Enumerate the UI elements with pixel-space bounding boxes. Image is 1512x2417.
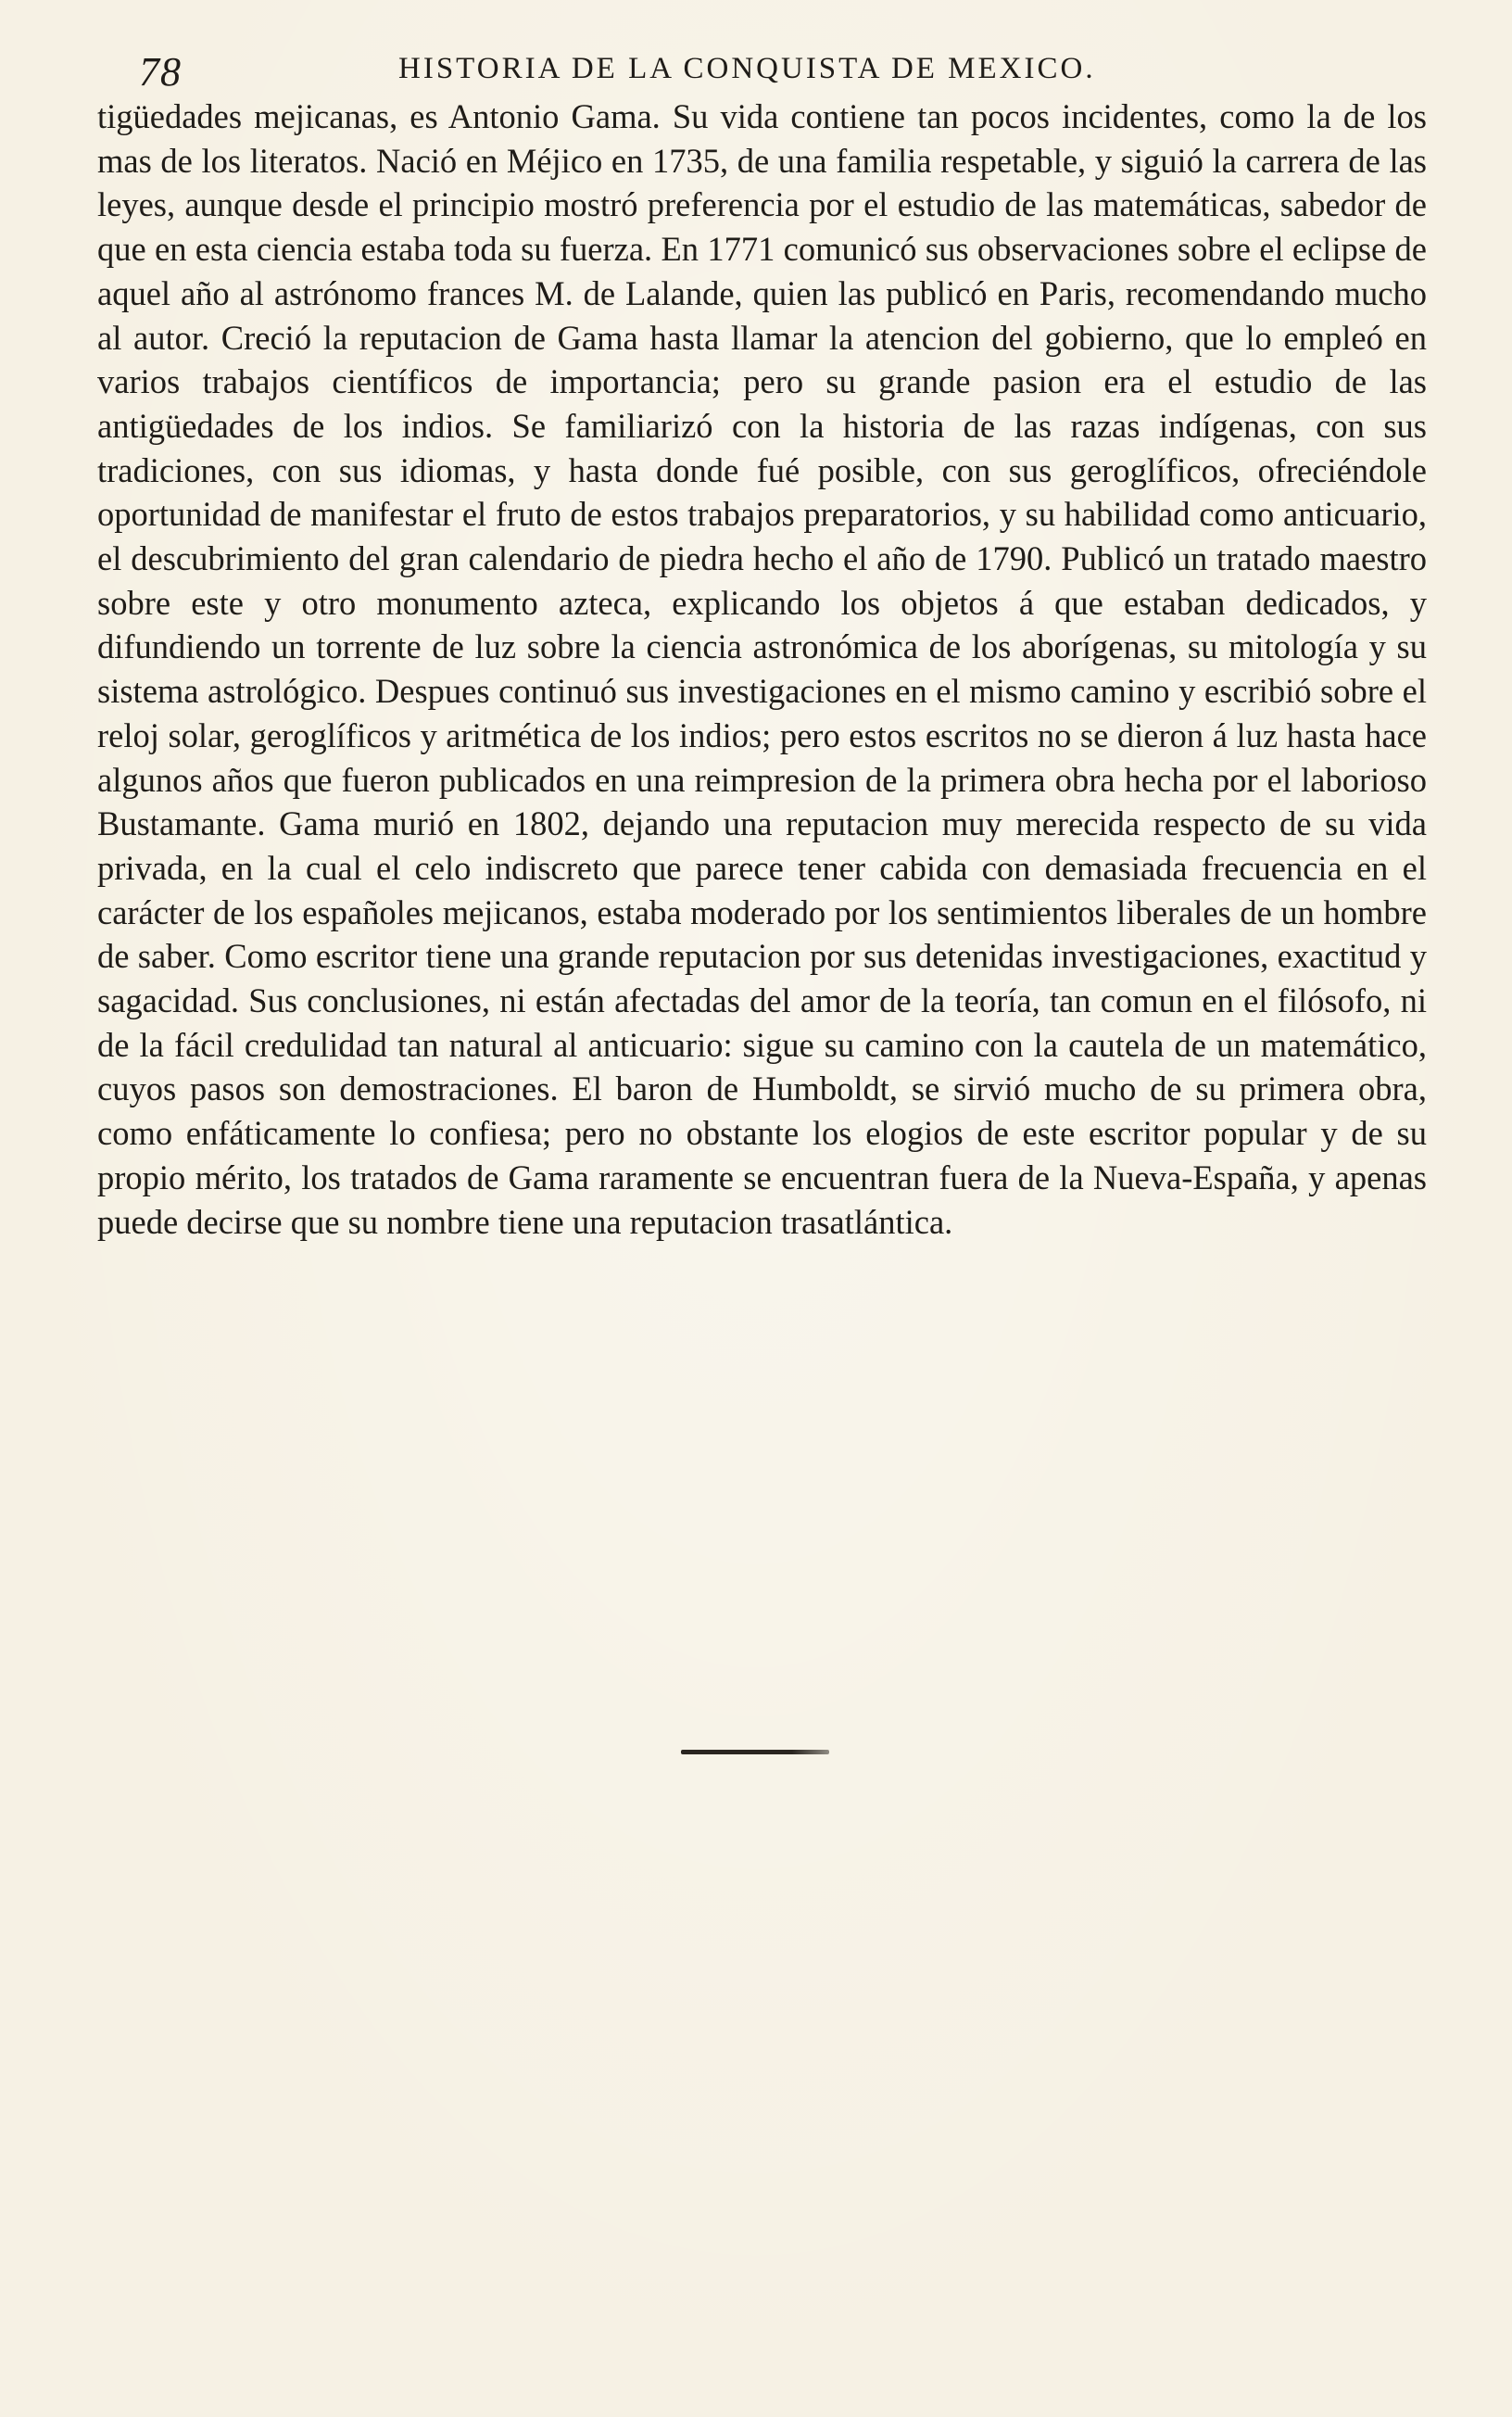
section-end-rule bbox=[681, 1750, 829, 1754]
page-number: 78 bbox=[139, 49, 182, 95]
running-title: HISTORIA DE LA CONQUISTA DE MEXICO. bbox=[398, 52, 1096, 85]
body-paragraph: tigüedades mejicanas, es Antonio Gama. Su vida contiene tan pocos incidentes, como la de los mas de los literatos. Nació en Méjico en 1735, de una familia respetable, y siguió la carrera de las leyes, aunque desde el principio mostró preferencia por el estudio de las matemáticas, sabedor de que en esta ciencia estaba toda su fuerza. En 1771 comunicó sus observaciones sobre el eclipse de aquel año al astrónomo frances M. de Lalande, quien las publicó en Paris, recomendando mucho al autor. Creció la reputacion de Gama hasta llamar la atencion del gobierno, que lo empleó en varios trabajos científicos de importancia; pero su grande pasion era el estudio de las antigüedades de los indios. Se familiarizó con la historia de las razas indígenas, con sus tradiciones, con sus idiomas, y hasta donde fué posible, con sus geroglíficos, ofreciéndole oportunidad de manifestar el fruto de estos trabajos preparatorios, y su habilidad como anticuario, el descubrimiento del gran calendario de piedra hecho el año de 1790. Publicó un tratado maestro sobre este y otro monumento azteca, explicando los objetos á que estaban dedicados, y difundiendo un torrente de luz sobre la ciencia astronómica de los aborígenas, su mitología y su sistema astrológico. Despues continuó sus investigaciones en el mismo camino y escribió sobre el reloj solar, geroglíficos y aritmética de los indios; pero estos escritos no se dieron á luz hasta hace algunos años que fueron publicados en una reimpresion de la primera obra hecha por el laborioso Bustamante. Gama murió en 1802, dejando una reputacion muy merecida respecto de su vida privada, en la cual el celo indiscreto que parece tener cabida con demasiada frecuencia en el carácter de los españoles mejicanos, estaba moderado por los sentimientos liberales de un hombre de saber. Como escritor tiene una grande reputacion por sus detenidas investigaciones, exactitud y sagacidad. Sus conclusiones, ni están afectadas del amor de la teoría, tan comun en el filósofo, ni de la fácil credulidad tan natural al anticuario: sigue su camino con la cautela de un matemático, cuyos pasos son demostraciones. El baron de Humboldt, se sirvió mucho de su primera obra, como enfáticamente lo confiesa; pero no obstante los elogios de este escritor popular y de su propio mérito, los tratados de Gama raramente se encuentran fuera de la Nueva-España, y apenas puede decirse que su nombre tiene una reputacion trasatlántica. bbox=[97, 97, 1427, 1241]
